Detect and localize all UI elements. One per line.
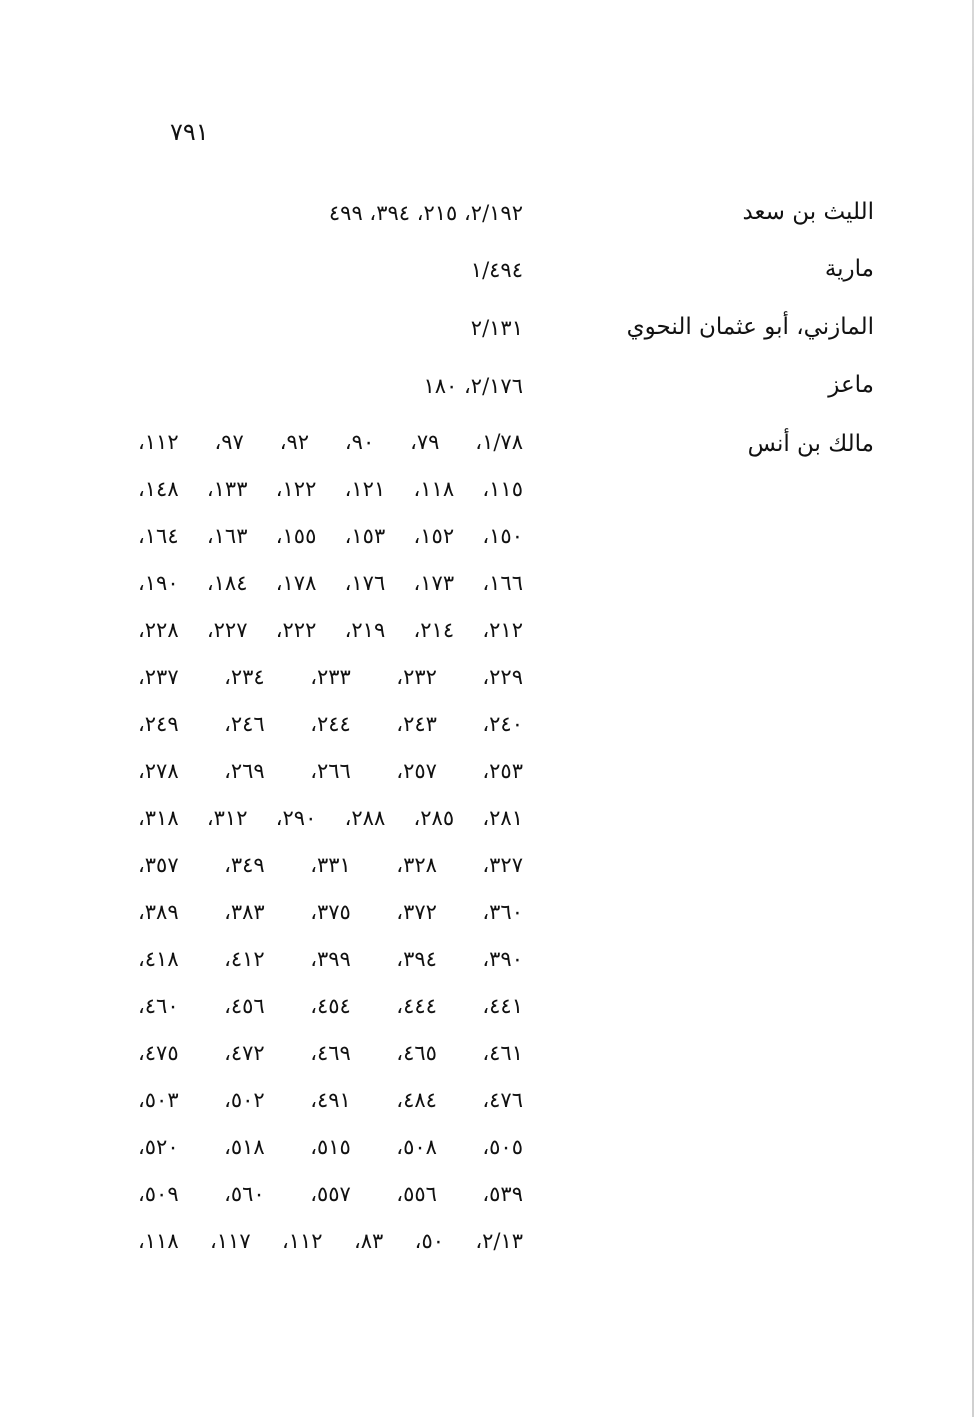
index-entry-refs: ٢٨١، ٢٨٥، ٢٨٨، ٢٩٠، ٣١٢، ٣١٨، (138, 806, 523, 830)
index-entry-refs: ٣٦٠، ٣٧٢، ٣٧٥، ٣٨٣، ٣٨٩، (138, 900, 523, 924)
index-entry-name: مارية (824, 256, 874, 282)
index-entry-refs: ٢١٢، ٢١٤، ٢١٩، ٢٢٢، ٢٢٧، ٢٢٨، (138, 618, 523, 642)
index-entry-refs: ٤٧٦، ٤٨٤، ٤٩١، ٥٠٢، ٥٠٣، (138, 1088, 523, 1112)
index-entry-name: مالك بن أنس (747, 431, 874, 457)
index-entry-name: ماعز (828, 372, 874, 398)
index-entry-refs: ٣٢٧، ٣٢٨، ٣٣١، ٣٤٩، ٣٥٧، (138, 853, 523, 877)
index-entry-refs: ١/٧٨، ٧٩، ٩٠، ٩٢، ٩٧، ١١٢، (138, 430, 523, 454)
index-entry-refs: ٤٤١، ٤٤٤، ٤٥٤، ٤٥٦، ٤٦٠، (138, 994, 523, 1018)
index-entry-refs: ١/٤٩٤ (470, 258, 523, 282)
page-number: ٧٩١ (170, 118, 209, 146)
index-entry-refs: ١٦٦، ١٧٣، ١٧٦، ١٧٨، ١٨٤، ١٩٠، (138, 571, 523, 595)
index-entry-refs: ٢/١٩٢، ٢١٥، ٣٩٤، ٤٩٩ (328, 201, 523, 225)
index-entry-refs: ٢/١٧٦، ١٨٠ (423, 374, 523, 398)
index-entry-refs: ٢/١٣، ٥٠، ٨٣، ١١٢، ١١٧، ١١٨، (138, 1229, 524, 1253)
index-entry-refs: ١٥٠، ١٥٢، ١٥٣، ١٥٥، ١٦٣، ١٦٤، (138, 524, 523, 548)
index-entry-refs: ٢/١٣١ (470, 316, 523, 340)
index-entry-refs: ٤٦١، ٤٦٥، ٤٦٩، ٤٧٢، ٤٧٥، (138, 1041, 523, 1065)
index-entry-refs: ٢٥٣، ٢٥٧، ٢٦٦، ٢٦٩، ٢٧٨، (138, 759, 523, 783)
index-entry-refs: ٥٠٥، ٥٠٨، ٥١٥، ٥١٨، ٥٢٠، (138, 1135, 523, 1159)
index-entry-refs: ٢٤٠، ٢٤٣، ٢٤٤، ٢٤٦، ٢٤٩، (138, 712, 523, 736)
page-edge-shadow (972, 0, 974, 1417)
index-entry-refs: ٥٣٩، ٥٥٦، ٥٥٧، ٥٦٠، ٥٠٩، (138, 1182, 523, 1206)
index-entry-refs: ٣٩٠، ٣٩٤، ٣٩٩، ٤١٢، ٤١٨، (138, 947, 523, 971)
index-entry-name: الليث بن سعد (742, 199, 874, 225)
index-entry-refs: ٢٢٩، ٢٣٢، ٢٣٣، ٢٣٤، ٢٣٧، (138, 665, 523, 689)
index-entry-refs: ١١٥، ١١٨، ١٢١، ١٢٢، ١٣٣، ١٤٨، (138, 477, 523, 501)
index-entry-name: المازني، أبو عثمان النحوي (626, 314, 874, 340)
